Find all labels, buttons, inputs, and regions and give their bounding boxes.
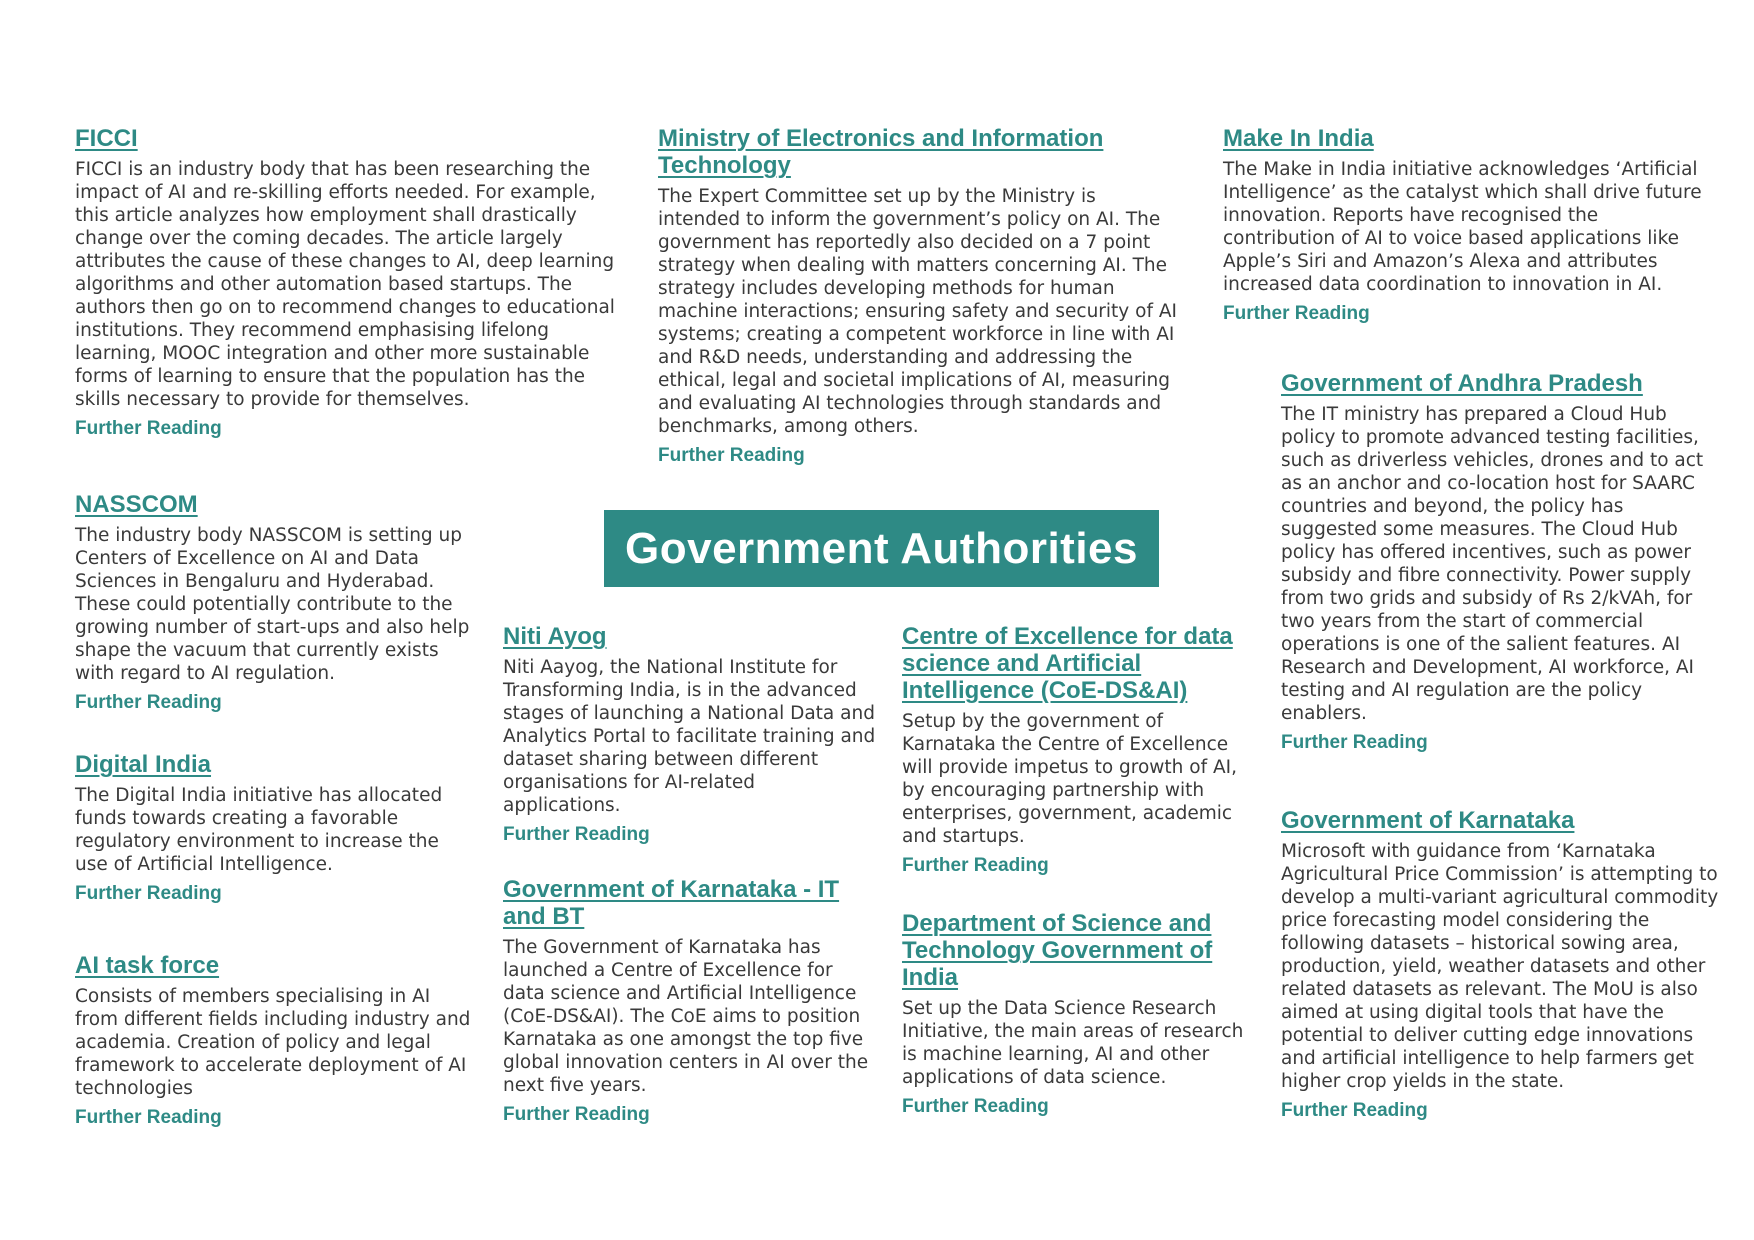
card-title-karnataka[interactable]: Government of Karnataka: [1281, 807, 1575, 834]
further-reading-link-nasscom[interactable]: Further Reading: [75, 692, 222, 713]
card-title-karnataka-it-bt[interactable]: Government of Karnataka - IT and BT: [503, 876, 840, 930]
card-title-meity[interactable]: Ministry of Electronics and Information Technology: [658, 125, 1104, 179]
further-reading-link-make-in-india[interactable]: Further Reading: [1223, 303, 1370, 324]
card-title-ficci[interactable]: FICCI: [75, 125, 138, 152]
card-coe-ds-ai: [902, 623, 1257, 878]
card-body-make-in-india: The Make in India initiative acknowledges ‘Artificial Intelligence’ as the catalyst which shall drive future innovation. Reports have recognised the contribution of AI to voice based applications like Apple’s Siri and Amazon’s Alexa and attributes increased data coordination to innovation in AI.: [1223, 159, 1702, 295]
further-reading-link-coe-ds-ai[interactable]: Further Reading: [902, 855, 1049, 876]
further-reading-link-ficci[interactable]: Further Reading: [75, 418, 222, 439]
card-body-karnataka-it-bt: The Government of Karnataka has launched a Centre of Excellence for data science and Artificial Intelligence (CoE-DS&AI). The CoE aims to position Karnataka as one amongst the top five global innovation centers in AI over the next five years.: [503, 937, 869, 1096]
card-title-ai-task-force[interactable]: AI task force: [75, 952, 220, 979]
card-title-coe-ds-ai[interactable]: Centre of Excellence for data science and Artificial Intelligence (CoE-DS&AI): [902, 623, 1233, 704]
card-body-karnataka: Microsoft with guidance from ‘Karnataka Agricultural Price Commission’ is attempting to develop a multi-variant agricultural commodity price forecasting model considering the following datasets – historical sowing area, production, yield, weather datasets and other related datasets as relevant. The MoU is also aimed at using digital tools that have the potential to deliver cutting edge innovations and artificial intelligence to help farmers get higher crop yields in the state.: [1281, 841, 1719, 1092]
card-title-digital-india[interactable]: Digital India: [75, 751, 212, 778]
card-niti-ayog: [503, 623, 878, 847]
card-body-dst: Set up the Data Science Research Initiative, the main areas of research is machine learning, AI and other applications of data science.: [902, 998, 1244, 1088]
card-karnataka: [1281, 807, 1726, 1123]
further-reading-link-niti-ayog[interactable]: Further Reading: [503, 824, 650, 845]
card-title-nasscom[interactable]: NASSCOM: [75, 491, 198, 518]
further-reading-link-meity[interactable]: Further Reading: [658, 445, 805, 466]
card-karnataka-it-bt: [503, 876, 878, 1127]
card-meity: [658, 125, 1183, 468]
card-body-ai-task-force: Consists of members specialising in AI from different fields including industry and academia. Creation of policy and legal framework to accelerate deployment of AI technologies: [75, 986, 471, 1099]
further-reading-link-karnataka-it-bt[interactable]: Further Reading: [503, 1104, 650, 1125]
card-body-digital-india: The Digital India initiative has allocated funds towards creating a favorable regulatory environment to increase the use of Artificial Intelligence.: [75, 785, 443, 875]
card-title-andhra-pradesh[interactable]: Government of Andhra Pradesh: [1281, 370, 1643, 397]
further-reading-link-andhra-pradesh[interactable]: Further Reading: [1281, 732, 1428, 753]
card-ai-task-force: [75, 952, 475, 1130]
card-dst: [902, 910, 1257, 1119]
card-body-ficci: FICCI is an industry body that has been researching the impact of AI and re-skilling efforts needed. For example, this article analyzes how employment shall drastically change over the coming decades. The article largely attributes the cause of these changes to AI, deep learning algorithms and other automation based startups. The authors then go on to recommend changes to educational institutions. They recommend emphasising lifelong learning, MOOC integration and other more sustainable forms of learning to ensure that the population has the skills necessary to provide for themselves.: [75, 159, 615, 410]
further-reading-link-ai-task-force[interactable]: Further Reading: [75, 1107, 222, 1128]
card-title-dst[interactable]: Department of Science and Technology Government of India: [902, 910, 1213, 991]
card-andhra-pradesh: [1281, 370, 1711, 755]
card-body-meity: The Expert Committee set up by the Ministry is intended to inform the government’s policy on AI. The government has reportedly also decided on a 7 point strategy when dealing with matters concerning AI. The strategy includes developing methods for human machine interactions; ensuring safety and security of AI systems; creating a competent workforce in line with AI and R&D needs, understanding and addressing the ethical, legal and societal implications of AI, measuring and evaluating AI technologies through standards and benchmarks, among others.: [658, 186, 1177, 437]
card-ficci: [75, 125, 630, 441]
card-nasscom: [75, 491, 475, 715]
card-body-nasscom: The industry body NASSCOM is setting up Centers of Excellence on AI and Data Sciences in Bengaluru and Hyderabad. These could potentially contribute to the growing number of start-ups and also help shape the vacuum that currently exists with regard to AI regulation.: [75, 525, 470, 684]
card-body-coe-ds-ai: Setup by the government of Karnataka the Centre of Excellence will provide impetus to growth of AI, by encouraging partnership with enterprises, government, academic and startups.: [902, 711, 1237, 847]
card-title-niti-ayog[interactable]: Niti Ayog: [503, 623, 607, 650]
further-reading-link-karnataka[interactable]: Further Reading: [1281, 1100, 1428, 1121]
card-digital-india: [75, 751, 475, 906]
further-reading-link-dst[interactable]: Further Reading: [902, 1096, 1049, 1117]
card-body-andhra-pradesh: The IT ministry has prepared a Cloud Hub policy to promote advanced testing facilities, such as driverless vehicles, drones and to act as an anchor and co-location host for SAARC countries and beyond, the policy has suggested some measures. The Cloud Hub policy has offered incentives, such as power subsidy and fibre connectivity. Power supply from two grids and subsidy of Rs 2/kVAh, for two years from the start of commercial operations is one of the salient features. AI Research and Development, AI workforce, AI testing and AI regulation are the policy enablers.: [1281, 404, 1704, 724]
card-make-in-india: [1223, 125, 1708, 326]
further-reading-link-digital-india[interactable]: Further Reading: [75, 883, 222, 904]
card-title-make-in-india[interactable]: Make In India: [1223, 125, 1374, 152]
page-title-banner: [604, 510, 1159, 587]
page-title: Government Authorities: [625, 523, 1138, 573]
card-body-niti-ayog: Niti Aayog, the National Institute for Transforming India, is in the advanced stages of launching a National Data and Analytics Portal to facilitate training and dataset sharing between different organisations for AI-related applications.: [503, 657, 876, 816]
